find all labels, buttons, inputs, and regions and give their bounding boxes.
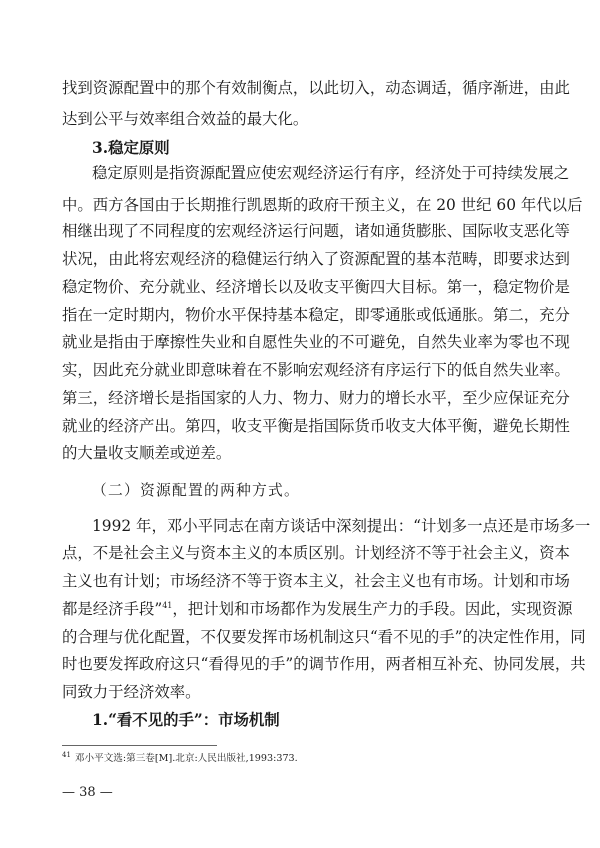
body-text-line: 相继出现了不同程度的宏观经济运行问题，诸如通货膨胀、国际收支恶化等 <box>62 222 570 240</box>
body-text-line: 就业是指由于摩擦性失业和自愿性失业的不可避免，自然失业率为零也不现 <box>62 333 570 351</box>
body-text-line: 点，不是社会主义与资本主义的本质区别。计划经济不等于社会主义，资本 <box>62 544 570 562</box>
body-text-line: 稳定原则是指资源配置应使宏观经济运行有序，经济处于可持续发展之 <box>92 164 570 182</box>
footnote-number: 41 <box>62 750 71 759</box>
body-text-segment: 都是经济手段” <box>62 600 163 618</box>
body-text-segment: ，把计划和市场都作为发展生产力的手段。因此，实现资源 <box>172 600 573 618</box>
body-text-line: 的合理与优化配置，不仅要发挥市场机制这只“看不见的手”的决定性作用，同 <box>62 628 586 646</box>
body-text-line: 稳定物价、充分就业、经济增长以及收支平衡四大目标。第一，稳定物价是 <box>62 278 570 296</box>
body-text-line: 达到公平与效率组合效益的最大化。 <box>62 110 309 128</box>
body-text-line: 找到资源配置中的那个有效制衡点，以此切入，动态调适，循序渐进，由此 <box>62 79 570 97</box>
footnote-text: 邓小平文选:第三卷[M].北京:人民出版社,1993:373. <box>74 753 298 764</box>
body-text-line: 实，因此充分就业即意味着在不影响宏观经济有序运行下的低自然失业率。 <box>62 361 570 379</box>
subsection-heading: （二）资源配置的两种方式。 <box>92 482 300 499</box>
section-heading-1: 1.“看不见的手”：市场机制 <box>92 711 280 729</box>
body-text-line: 中。西方各国由于长期推行凯恩斯的政府干预主义，在 20 世纪 60 年代以后 <box>62 196 583 214</box>
body-text-line: 状况，由此将宏观经济的稳健运行纳入了资源配置的基本范畴，即要求达到 <box>62 250 570 268</box>
body-text-line: 第三，经济增长是指国家的人力、物力、财力的增长水平，至少应保证充分 <box>62 389 570 407</box>
body-text-line: 就业的经济产出。第四，收支平衡是指国际货币收支大体平衡，避免长期性 <box>62 417 570 435</box>
section-heading-3: 3.稳定原则 <box>92 139 170 157</box>
body-text-line: 主义也有计划；市场经济不等于资本主义，社会主义也有市场。计划和市场 <box>62 572 570 590</box>
body-text-line: 时也要发挥政府这只“看得见的手”的调节作用，两者相互补充、协同发展，共 <box>62 655 586 673</box>
body-text-line: 指在一定时期内，物价水平保持基本稳定，即零通胀或低通胀。第二，充分 <box>62 306 570 324</box>
body-text-line: 1992 年，邓小平同志在南方谈话中深刻提出：“计划多一点还是市场多一 <box>92 517 591 535</box>
footnote <box>62 752 298 766</box>
page-number: — 38 — <box>62 785 113 800</box>
body-text-line: 同致力于经济效率。 <box>62 683 201 701</box>
footnote-reference[interactable]: 41 <box>162 600 173 610</box>
body-text-line <box>62 599 573 619</box>
body-text-line: 的大量收支顺差或逆差。 <box>62 444 232 462</box>
footnote-divider <box>62 745 217 746</box>
